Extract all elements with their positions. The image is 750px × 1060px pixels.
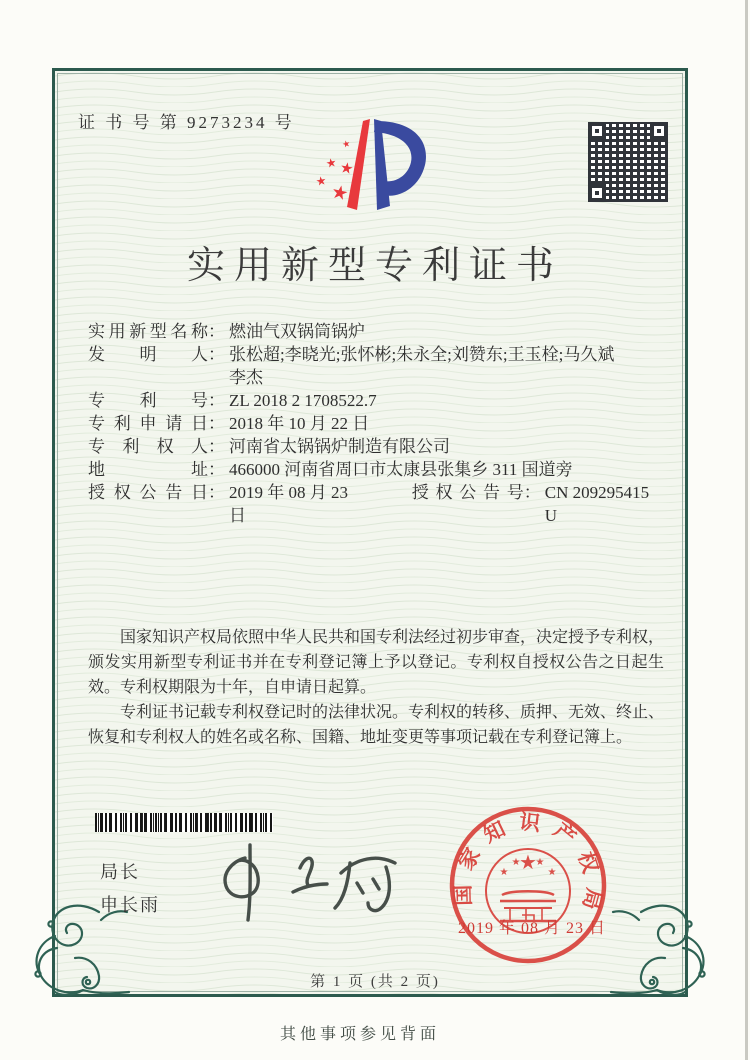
seal-date: 2019 年 08 月 23 日 [458, 920, 607, 937]
certificate-number: 证 书 号 第 9273234 号 [78, 113, 295, 132]
field-value: 张松超;李晓光;张怀彬;朱永全;刘赞东;王玉栓;马久斌 李杰 [229, 345, 615, 387]
field-label: 授权公告号 [411, 483, 524, 502]
svg-text:★: ★ [499, 867, 509, 878]
official-seal [438, 795, 618, 975]
svg-text:★: ★ [535, 857, 545, 868]
field-label: 专利号 [88, 391, 208, 410]
field-value: 466000 河南省周口市太康县张集乡 311 国道旁 [229, 460, 573, 479]
field-row-address: 地址 ： 466000 河南省周口市太康县张集乡 311 国道旁 [88, 458, 663, 481]
field-row-patentee: 专利权人 ： 河南省太锅锅炉制造有限公司 [88, 435, 663, 458]
scan-page-edge [745, 0, 748, 1060]
director-name: 申长雨 [100, 895, 160, 915]
qr-finder-icon [588, 184, 606, 202]
svg-text:★: ★ [341, 139, 352, 151]
svg-text:★: ★ [547, 867, 557, 878]
field-value: ZL 2018 2 1708522.7 [229, 391, 377, 410]
svg-text:★: ★ [511, 857, 521, 868]
svg-text:★: ★ [519, 850, 537, 874]
field-row-grant-date-and-number: 授权公告日 ： 2019 年 08 月 23 日 授权公告号 ： CN 209295415 U [88, 481, 663, 527]
svg-text:★: ★ [314, 173, 328, 189]
legal-paragraph-1: 国家知识产权局依照中华人民共和国专利法经过初步审查，决定授予专利权，颁发实用新型专利证书并在专利登记簿上予以登记。专利权自授权公告之日起生效。专利权期限为十年，自申请日起算。 [88, 629, 665, 696]
field-label: 专利权人 [88, 437, 208, 456]
field-label: 授权公告日 [88, 483, 208, 502]
qr-finder-icon [588, 122, 606, 140]
qr-code [588, 122, 668, 202]
qr-finder-icon [650, 122, 668, 140]
svg-text:★: ★ [324, 155, 338, 171]
handwritten-signature [205, 838, 410, 926]
barcode [95, 813, 273, 832]
see-reverse-note: 其他事项参见背面 [279, 1026, 440, 1043]
seal-agency-text: 国家知识产权局 [450, 809, 607, 924]
field-label: 实用新型名称 [88, 322, 208, 341]
field-value: 2018 年 10 月 22 日 [229, 414, 370, 433]
field-label: 地址 [88, 460, 208, 479]
director-title: 局长 [100, 862, 140, 882]
field-value: 燃油气双锅筒锅炉 [229, 322, 365, 341]
svg-text:★: ★ [329, 180, 351, 206]
svg-text:★: ★ [338, 158, 355, 179]
field-row-filing-date: 专利申请日 ： 2018 年 10 月 22 日 [88, 412, 663, 435]
field-row-inventors: 发明人 ： 张松超;李晓光;张怀彬;朱永全;刘赞东;王玉栓;马久斌 李杰 [88, 343, 663, 389]
field-label: 专利申请日 [88, 414, 208, 433]
field-value: CN 209295415 U [544, 483, 650, 525]
certificate-title: 实用新型专利证书 [186, 245, 563, 287]
field-row-utility-model-name: 实用新型名称 ： 燃油气双锅筒锅炉 [88, 320, 663, 343]
certificate-fields [88, 320, 663, 527]
cnipa-patent-logo-icon [296, 110, 466, 228]
field-value: 河南省太锅锅炉制造有限公司 [229, 437, 450, 456]
legal-text [88, 625, 664, 750]
field-grant-number: 授权公告号 ： CN 209295415 U [412, 481, 663, 527]
field-label: 发明人 [88, 345, 208, 364]
field-value: 2019 年 08 月 23 日 [229, 483, 348, 525]
page-number: 第 1 页 (共 2 页) [310, 974, 440, 990]
legal-paragraph-2: 专利证书记载专利权登记时的法律状况。专利权的转移、质押、无效、终止、恢复和专利权人的姓名或名称、国籍、地址变更等事项记载在专利登记簿上。 [88, 704, 665, 746]
field-row-patent-number: 专利号 ： ZL 2018 2 1708522.7 [88, 389, 663, 412]
